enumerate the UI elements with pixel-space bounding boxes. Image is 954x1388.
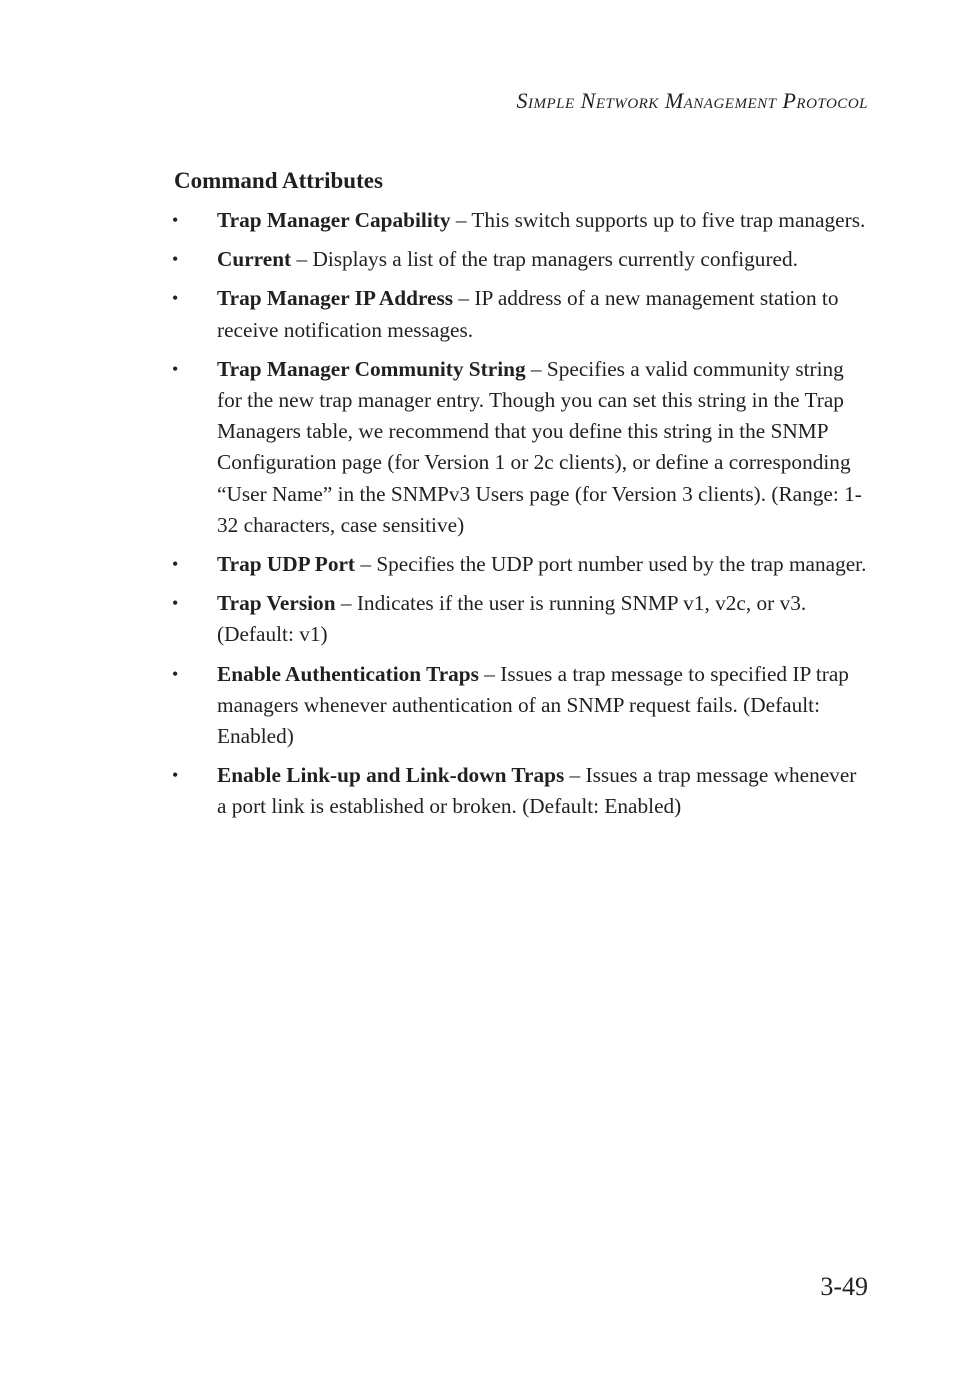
list-item: [0, 244, 867, 275]
separator: –: [355, 552, 377, 577]
attribute-term: Trap UDP Port: [217, 552, 356, 577]
attribute-term: Enable Authentication Traps: [217, 661, 479, 686]
bullet-icon: •: [172, 249, 179, 270]
attribute-term: Trap Manager IP Address: [217, 286, 454, 311]
attribute-description: This switch supports up to five trap managers.: [471, 208, 866, 232]
separator: –: [564, 763, 586, 788]
attribute-description: Issues a trap message to specified IP trap managers whenever authentication of an SNMP request fails. (Default: Enabled): [217, 661, 849, 749]
separator: –: [453, 286, 475, 311]
running-header: Simple Network Management Protocol: [516, 88, 868, 113]
list-item: [0, 588, 867, 650]
list-item: [0, 283, 867, 345]
attribute-description: Issues a trap message whenever a port link is established or broken. (Default: Enabled): [217, 763, 857, 819]
attribute-term: Enable Link-up and Link-down Traps: [217, 763, 565, 788]
page-number: 3-49: [820, 1272, 868, 1301]
bullet-icon: •: [172, 210, 179, 230]
attribute-description: IP address of a new management station to receive notification messages.: [217, 286, 839, 342]
list-item: [0, 760, 867, 822]
list-item: [0, 354, 867, 541]
attribute-term: Trap Manager Community String: [217, 356, 526, 381]
bullet-icon: •: [172, 593, 179, 614]
separator: –: [450, 208, 472, 232]
list-item: [0, 659, 867, 753]
attribute-term: Trap Manager Capability: [217, 208, 451, 232]
attribute-term: Current: [217, 247, 292, 272]
separator: –: [291, 247, 313, 272]
section-heading: Command Attributes: [174, 168, 383, 193]
bullet-icon: •: [172, 554, 179, 575]
attribute-description: Specifies a valid community string for the new trap manager entry. Though you can set this string in the Trap Managers table, we recommend that you define this string in the SNMP Configuration page (for Version 1 or 2c clients), or define a corresponding “User Name” in the SNMPv3 Users page (for Version 3 clients). (Range: 1-32 characters, case sensitive): [217, 356, 862, 537]
bullet-icon: •: [172, 765, 179, 786]
separator: –: [478, 661, 501, 686]
list-item: [0, 205, 867, 236]
bullet-icon: •: [172, 358, 179, 379]
attribute-description: Indicates if the user is running SNMP v1, v2c, or v3. (Default: v1): [217, 591, 807, 647]
bullet-icon: •: [172, 288, 179, 309]
attribute-description: Specifies the UDP port number used by the trap manager.: [376, 552, 867, 577]
attribute-term: Trap Version: [217, 591, 336, 616]
attribute-description: Displays a list of the trap managers currently configured.: [312, 247, 798, 272]
separator: –: [525, 356, 547, 381]
bullet-icon: •: [172, 663, 179, 684]
list-item: [0, 549, 867, 580]
separator: –: [335, 591, 357, 616]
attribute-list: [0, 205, 954, 831]
